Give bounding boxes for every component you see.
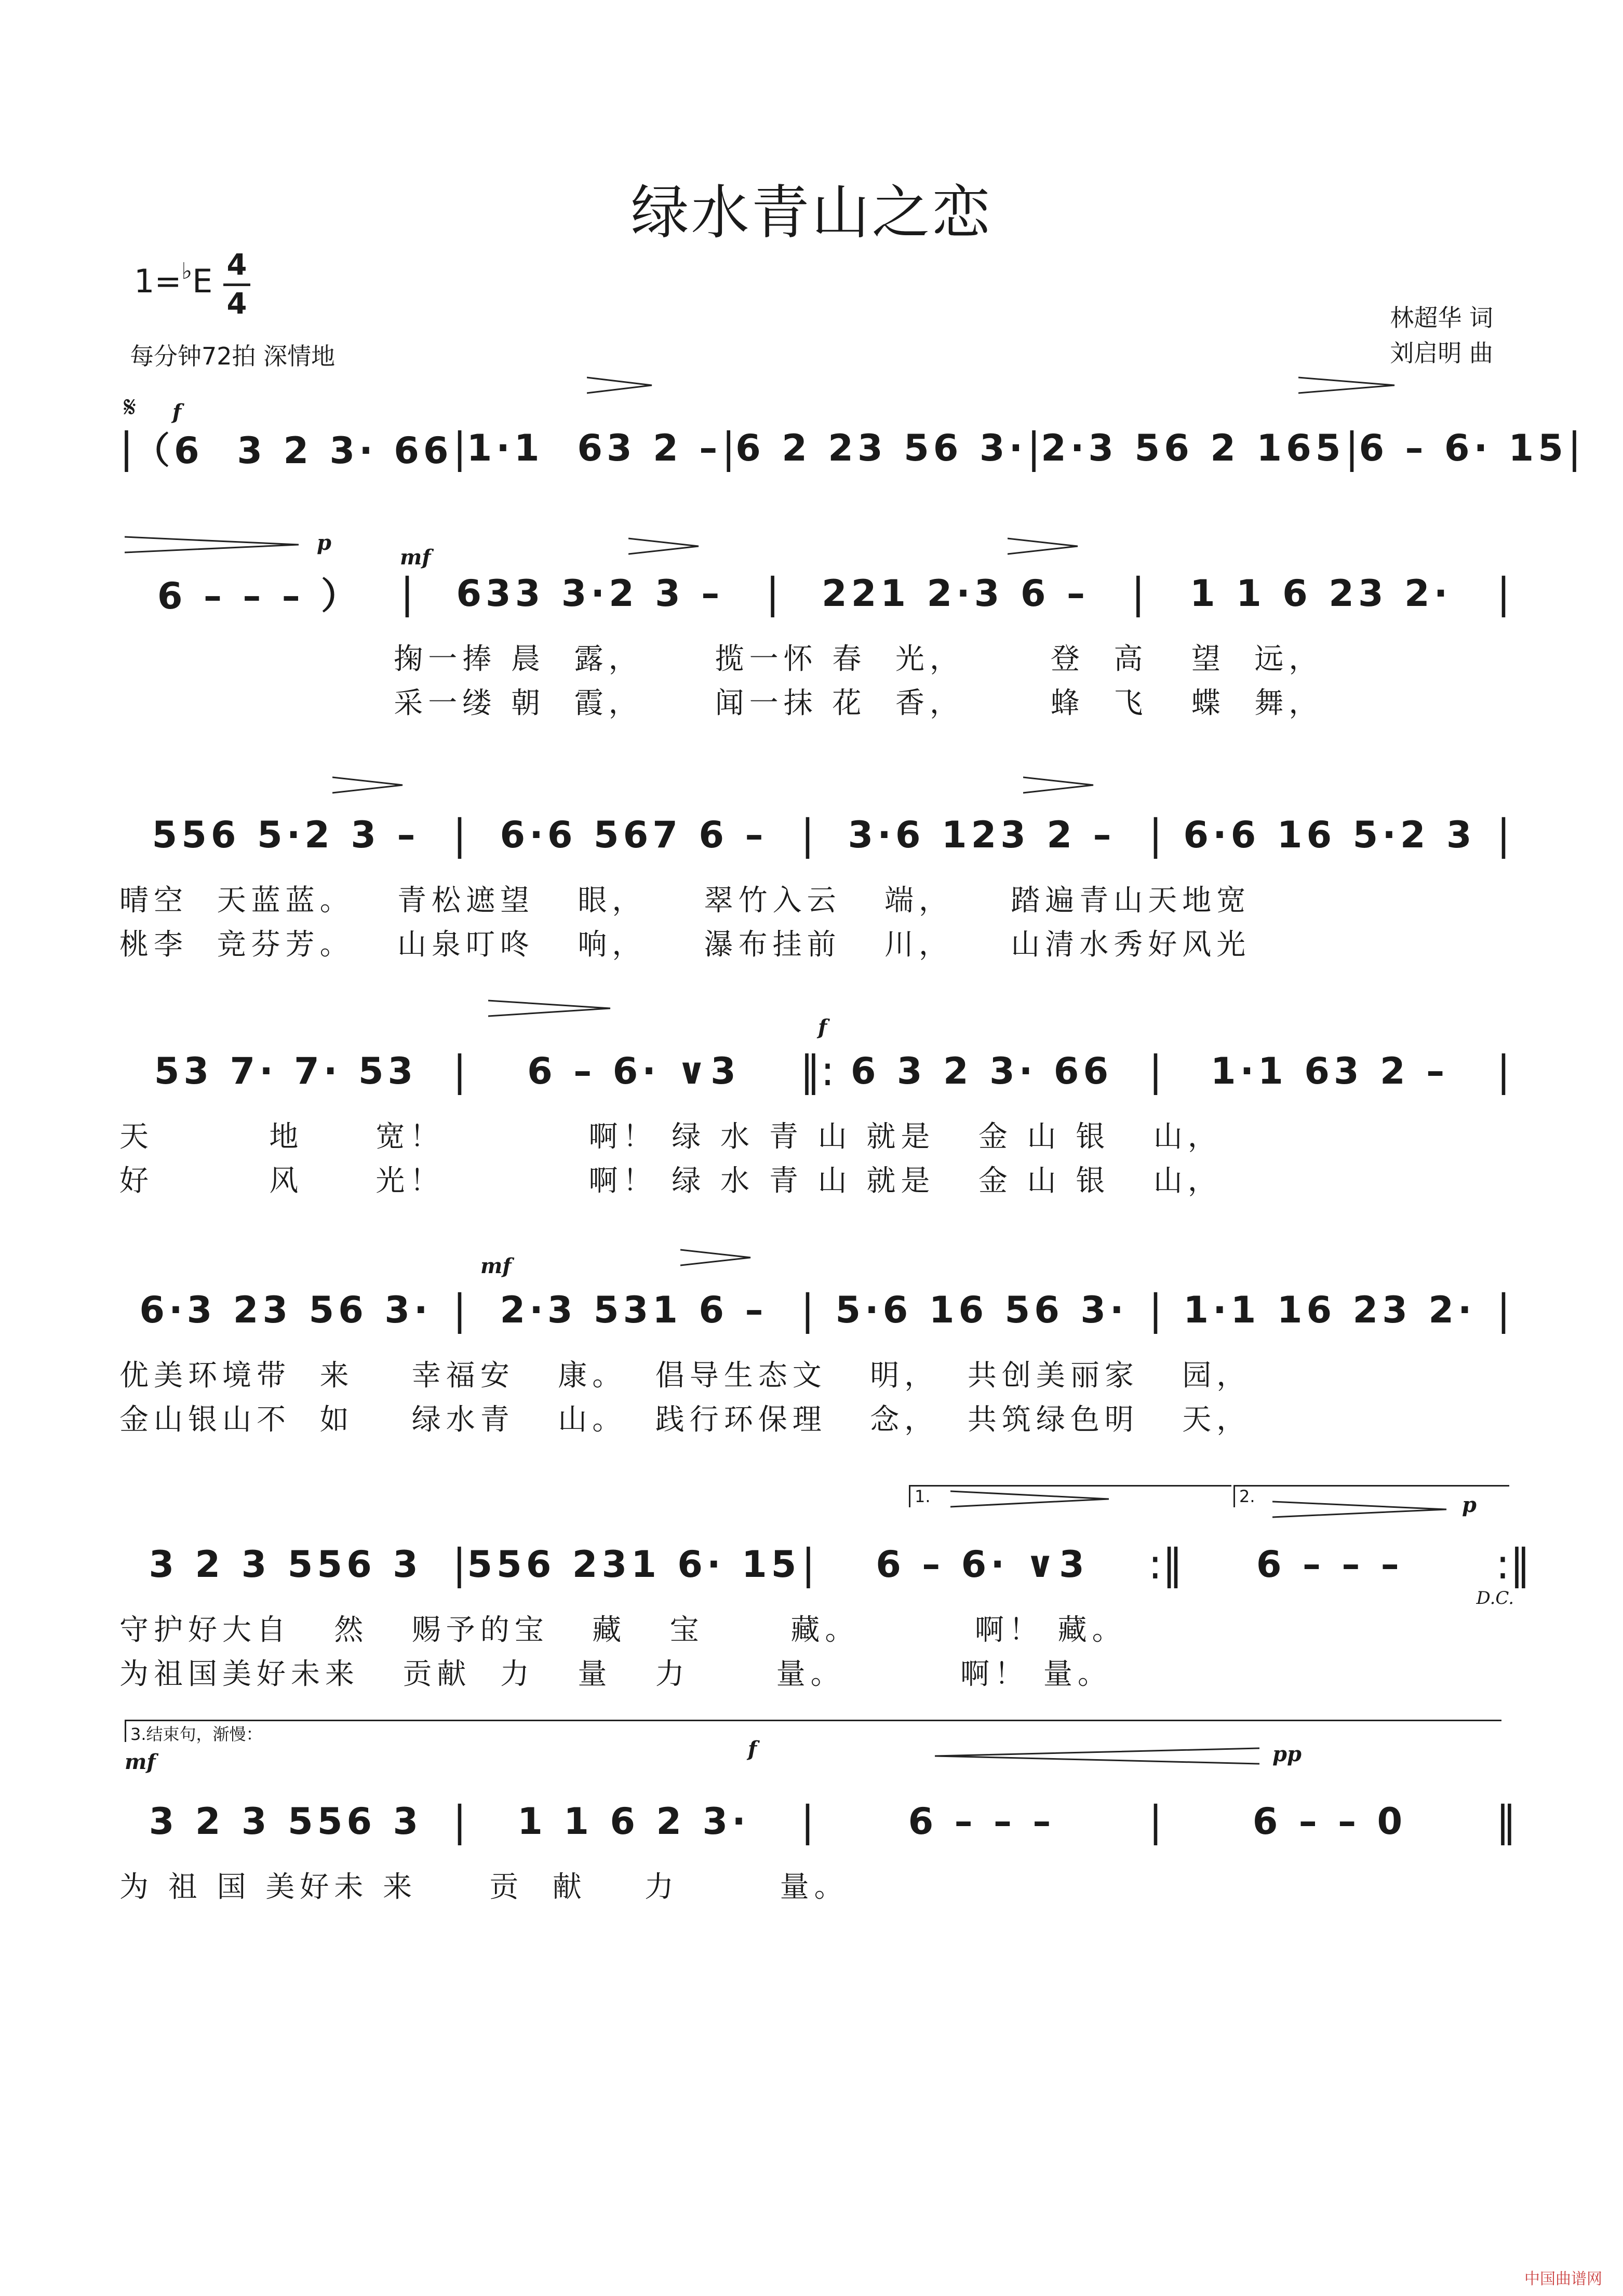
barline: | [452,424,467,472]
measure: 556 231 6· 15 [467,1543,801,1586]
ending-note: 3.结束句，渐慢： [130,1724,263,1744]
lyric-verse-2: 采一缕 朝 霞， 闻一抹 花 香， 蜂 飞 蝶 舞， [119,686,1323,720]
dynamic-f: f [172,400,182,424]
measure: 3 2 3 556 3 [149,1800,423,1843]
watermark-logo: 中国曲谱网 [1524,2270,1602,2288]
barline: | [1148,1797,1163,1845]
decrescendo-hairpin [1008,537,1080,555]
measure: 3·6 123 2 – [848,813,1116,856]
barline: | [452,1797,467,1845]
barline: | [766,569,780,617]
dynamic-f: f [748,1737,757,1761]
measure: 5·6 16 56 3· [835,1288,1128,1331]
measure: 1 1 6 2 3· [517,1800,750,1843]
measure: 633 3·2 3 – [456,572,724,615]
decrescendo-hairpin [488,1000,613,1017]
barline: | [721,424,736,472]
ending-bracket [125,1720,1501,1742]
notes-line [119,423,1581,472]
measure: 1·1 63 2 – [466,426,722,469]
measure: 6 – 6· ∨3 [527,1049,740,1092]
barline: | [452,811,467,859]
lyric-verse-1: 为 祖 国 美好未 来 贡 献 力 量。 [119,1870,849,1904]
barline: | [1148,811,1163,859]
repeat-end-barline: :‖ [1496,1540,1531,1588]
dynamic-p: p [317,531,331,555]
barline: | [452,1540,466,1588]
measure: 6·3 23 56 3· [139,1288,432,1331]
time-divider [223,283,250,286]
notes-line [119,1046,1511,1096]
measure: 1·1 63 2 – [1210,1049,1449,1092]
lyric-verse-1: 优美环境带 来 幸福安 康。 倡导生态文 明， 共创美丽家 园， [119,1359,1251,1393]
song-title: 绿水青山之恋 [631,179,992,247]
measure: 53 7· 7· 53 [154,1049,418,1092]
composer: 刘启明 曲 [1390,339,1493,367]
lyric-verse-1: 晴空 天蓝蓝。 青松遮望 眼， 翠竹入云 端， 踏遍青山天地宽 [119,884,1251,917]
measure: 6 2 23 56 3· [735,426,1027,469]
key-prefix: 1= [134,262,182,300]
barline: | [1496,1286,1511,1334]
score-row-2 [0,569,1623,720]
dynamic-mf: mf [480,1254,512,1278]
lyric-verse-2: 金山银山不 如 绿水青 山。 践行环保理 念， 共筑绿色明 天， [119,1403,1251,1437]
segno-sign: 𝄋 [124,390,137,424]
measure: 1 1 6 23 2· [1190,572,1452,615]
decrescendo-hairpin [587,376,654,394]
measure: 6 – 6· ∨3 [876,1543,1089,1586]
barline: | [800,1797,815,1845]
measure: 221 2·3 6 – [822,572,1089,615]
decrescendo-hairpin [1272,1501,1449,1518]
measure: 2·3 56 2 165 [1041,426,1345,469]
time-top: 4 [226,248,247,282]
barline: | [801,1540,815,1588]
measure: 6·6 567 6 – [500,813,768,856]
measure: （6 3 2 3· 66 [133,429,453,472]
tempo-marking: 每分钟72拍 深情地 [130,342,336,370]
decrescendo-hairpin [332,776,405,794]
volta-bracket-1: 1. [909,1485,1231,1507]
barline: | [800,811,815,859]
measure: 1·1 16 23 2· [1183,1288,1476,1331]
time-signature [223,248,250,321]
measure: 6·6 16 5·2 3 [1183,813,1476,856]
notes-line [119,569,1511,618]
decrescendo-hairpin [125,536,301,553]
notes-line [119,1539,1531,1589]
final-barline: ‖ [1496,1797,1517,1845]
measure: 6 – – 0 [1252,1800,1407,1843]
dynamic-p: p [1462,1493,1477,1517]
lyric-verse-2: 桃李 竞芬芳。 山泉叮咚 响， 瀑布挂前 川， 山清水秀好风光 [119,928,1251,962]
barline: | [452,1286,467,1334]
barline: | [119,424,133,472]
lyric-verse-2: 好 风 光！ 啊！ 绿 水 青 山 就是 金 山 银 山， [119,1164,1222,1198]
measure: 6 – 6· 15 [1359,426,1567,469]
decrescendo-hairpin [680,1249,753,1266]
score-row-1 [0,423,1623,527]
barline: | [1148,1047,1163,1095]
score-row-3 [0,810,1623,962]
dynamic-pp: pp [1272,1742,1302,1766]
barline: | [1567,424,1581,472]
dynamic-mf: mf [125,1750,156,1774]
notes-line [119,810,1511,859]
score-row-5 [0,1285,1623,1437]
barline: | [400,569,414,617]
score-row-7 [0,1797,1623,1904]
dynamic-mf: mf [400,545,431,570]
time-bottom: 4 [226,287,247,321]
barline: | [1131,569,1145,617]
repeat-start-barline: ‖: [800,1047,835,1095]
barline: | [452,1047,467,1095]
barline: | [1496,569,1511,617]
dynamic-f: f [818,1015,827,1039]
barline: | [1027,424,1041,472]
credits [1390,300,1493,371]
decrescendo-hairpin [1298,376,1397,394]
measure: 6 – – – [908,1800,1055,1843]
key-signature [134,258,213,300]
key-note: E [192,262,213,300]
barline: | [1496,811,1511,859]
score-row-4 [0,1046,1623,1198]
da-capo-marking: D.C. [1476,1588,1514,1609]
measure: 6 – – – [1256,1543,1403,1586]
repeat-end-barline: :‖ [1148,1540,1183,1588]
lyric-verse-1: 天 地 宽！ 啊！ 绿 水 青 山 就是 金 山 银 山， [119,1120,1222,1154]
decrescendo-hairpin [628,537,701,555]
lyricist: 林超华 词 [1390,304,1493,332]
crescendo-hairpin [935,1747,1262,1765]
barline: | [1496,1047,1511,1095]
score-row-6 [0,1539,1623,1691]
barline: | [1148,1286,1163,1334]
volta-bracket-2: 2. [1233,1485,1509,1507]
measure: 3 2 3 556 3 [149,1543,422,1586]
decrescendo-hairpin [1023,776,1096,794]
measure: 6 3 2 3· 66 [850,1049,1113,1092]
notes-line [119,1797,1517,1846]
notes-line [119,1285,1511,1334]
measure: 6 – – – ） [157,575,362,617]
measure: 2·3 531 6 – [500,1288,768,1331]
measure: 556 5·2 3 – [152,813,420,856]
decrescendo-hairpin [950,1490,1111,1508]
lyric-verse-1: 掬一捧 晨 露， 揽一怀 春 光， 登 高 望 远， [119,642,1323,676]
barline: | [800,1286,815,1334]
barline: | [1345,424,1359,472]
flat-sign: ♭ [181,258,193,285]
lyric-verse-1: 守护好大自 然 赐予的宝 藏 宝 藏。 啊！ 藏。 [119,1613,1126,1647]
lyric-verse-2: 为祖国美好未来 贡献 力 量 力 量。 啊！ 量。 [119,1657,1112,1691]
